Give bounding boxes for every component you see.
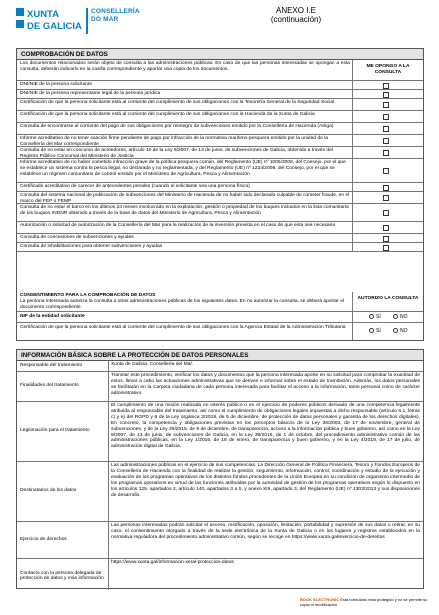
check-cell (352, 99, 423, 110)
column-divider (108, 402, 109, 461)
oppose-checkbox[interactable] (383, 138, 389, 144)
check-cell (352, 123, 423, 134)
footer-brand: BOOK ELECTRONIC (300, 597, 340, 602)
logo-divider (86, 8, 88, 34)
info-label: Ejercicio de derechos (20, 536, 67, 542)
check-row-label: Certificación de que la persona solicitante está al corriente del cumplimiento de sus obligaciones con la Hacienda de la Xunta de Galicia (20, 112, 315, 117)
check-row-label: Consulta de concesiones de subvenciones y ayudas (20, 235, 134, 240)
check-cell (352, 192, 423, 203)
consellaria-name: CONSELLERÍA DO MAR (91, 8, 140, 23)
oppose-checkbox[interactable] (383, 168, 389, 174)
check-cell (352, 111, 423, 122)
logo-line2: DE GALICIA (27, 21, 82, 32)
info-row (17, 361, 423, 372)
check-cell (352, 159, 423, 182)
check-cell (352, 234, 423, 242)
radio-circle-icon (393, 328, 398, 333)
check-cell (352, 222, 423, 233)
consent-header-row (17, 292, 423, 312)
check-row-label: Informe acreditativo de no tener sanción firme pendiente de pago por infracción de la normativa marítimo-pesquera emitido por la unidad de la Consellería del Mar correspondiente (20, 136, 329, 147)
column-divider (108, 361, 109, 371)
info-label: Finalidades del tratamiento (20, 383, 79, 388)
intro-row (17, 60, 423, 81)
info-label: Destinatarios de los datos (20, 488, 77, 493)
check-cell (352, 135, 423, 146)
oppose-checkbox[interactable] (383, 195, 389, 201)
check-row (17, 99, 423, 111)
info-row (17, 372, 423, 402)
si-radio[interactable] (369, 328, 381, 335)
radio-circle-icon (393, 314, 398, 319)
logo-line1: XUNTA (27, 9, 60, 20)
oppose-checkbox[interactable] (383, 114, 389, 120)
info-label: Responsable del tratamiento (20, 363, 83, 368)
check-row (17, 90, 423, 99)
oppose-checkbox[interactable] (383, 102, 389, 108)
anexo-title (236, 6, 356, 24)
check-row (17, 204, 423, 222)
si-label: SÍ (376, 314, 381, 320)
check-row-label: DNI/NIE de la persona representante legal de la persona jurídica (20, 91, 161, 96)
no-label: NO (400, 314, 408, 320)
check-row-label: Certificación de que la persona solicitante está al corriente del cumplimiento de sus obligaciones con la Tesorería General de la Seguridad Social (20, 100, 335, 105)
check-row-label: Consulta de no estar en concurso de acreedores, artículo 10 de la Ley 9/2007, de 13 de junio, de subvenciones de Galicia, obtenido a través del Registro Público Concursal del Ministerio de Justicia (20, 148, 333, 159)
consent-text: La persona interesada autoriza la consulta a otras administraciones públicas de los siguientes datos. En no autorizar la consulta, se deberá aportar el documento correspondiente. (20, 298, 345, 310)
check-row (17, 222, 423, 234)
check-row-label: Consulta de inhabilitaciones para obtener subvenciones y ayudas (20, 244, 163, 249)
consent-item-label: Certificación de que la persona solicitante está al corriente del cumplimiento de sus obligaciones con la Agencia Estatal de la Administración Tributaria (20, 325, 346, 330)
check-row (17, 159, 423, 183)
autorizo-header: AUTORIZO LA CONSULTA (352, 292, 423, 311)
info-row (17, 402, 423, 462)
consent-radios (352, 323, 423, 340)
oppose-checkbox[interactable] (383, 150, 389, 156)
info-label: Legitimación para el tratamiento (20, 428, 90, 433)
check-cell (352, 243, 423, 251)
info-row (17, 559, 423, 590)
check-row-label: Consulta del sistema nacional de publicación de subvenciones del Ministerio de Hacienda de no haber sido declarado culpable de cometer fraude, en el marco del FEP o FEMP (20, 193, 350, 204)
column-divider (108, 372, 109, 401)
oppose-checkbox[interactable] (383, 245, 389, 251)
info-value: Xunta de Galicia. Consellería del Mar. (111, 362, 194, 367)
oppose-checkbox[interactable] (383, 225, 389, 231)
consent-title: CONSENTIMIENTO PARA LA COMPROBACIÓN DE DATOS (20, 293, 156, 298)
check-row (17, 135, 423, 147)
oppose-checkbox[interactable] (383, 92, 389, 98)
opongo-header: ME OPONGO A LA CONSULTA (352, 60, 423, 80)
si-radio[interactable] (369, 314, 381, 321)
info-row (17, 462, 423, 522)
info-value: Las administraciones públicas en el ejercicio de sus competencias. La Dirección General de Política Financiera, Tesoro y Fondos Europeos de la Consellería de Hacienda con la finalidad de realizar la gestión, seguimiento, información, control, coordinación y estudio de la ejecución y evaluación de los programas operativos de los distintos fondos procedentes de la Unión Europea en su condición de organismo intermedio de los programas operativos en virtud de las funciones atribuidas por la autoridad de gestión de los programas operativos según lo dispuesto en los artículos 125, apartados 2, artículo 140, apartados 3 a 5, y anexo XIII, apartado 3, del Reglamento (UE) nº 1303/2013 y sus disposiciones de desarrollo. (111, 463, 420, 498)
comprobacion-section (16, 48, 424, 341)
check-row-label: Autorización o solicitud de autorización de la Consellería del Mar para la realización de la inversión prevista en el caso de que esta sea necesaria (20, 223, 336, 228)
consent-row (17, 312, 423, 323)
radio-circle-icon (369, 328, 374, 333)
column-divider (108, 462, 109, 521)
intro-text: Los documentos relacionados serán objeto de consulta a las administraciones públicas. En caso de que las personas interesadas se opongan a esta consulta, deberán indicarlo en la casilla correspondiente y aportar una copia de los documentos. (20, 61, 350, 72)
info-row (17, 522, 423, 559)
xunta-logo (16, 7, 84, 33)
anexo-label: ANEXO I.E (275, 6, 316, 15)
consent-text-block (20, 293, 350, 311)
check-row (17, 81, 423, 90)
check-cell (352, 81, 423, 89)
check-row (17, 123, 423, 135)
oppose-checkbox[interactable] (383, 236, 389, 242)
oppose-checkbox[interactable] (383, 126, 389, 132)
no-radio[interactable] (393, 314, 408, 321)
check-row (17, 183, 423, 192)
section-title: INFORMACIÓN BÁSICA SOBRE LA PROTECCIÓN DE DATOS PERSONALES (17, 350, 423, 361)
check-cell (352, 147, 423, 158)
consent-item-label: NIF de la entidad solicitante (20, 314, 85, 319)
check-row-label: Informe acreditativo de no haber cometido infracción grave de la política pesquera común, del Reglamento (UE) nº 1005/2008, del Consejo, por el que se establece un sistema contra la pesca ilegal, no declarada y no reglamentada, y del Reglamento (UE) nº 1224/2009, del Consejo, por el que se establece un régimen comunitario de control emitido por el Ministerio de Agricultura, Pesca y Alimentación (20, 160, 346, 177)
check-row (17, 111, 423, 123)
section-title: COMPROBACIÓN DE DATOS (17, 49, 423, 60)
no-radio[interactable] (393, 328, 408, 335)
check-row (17, 192, 423, 204)
anexo-continuation: (continuación) (270, 15, 322, 24)
check-row-label: DNI/NIE de la persona solicitante (20, 82, 93, 87)
footer-text: Esta formulario está protegido y no se permite su copia ni modificación (300, 597, 428, 607)
info-value: Tramitar este procedimiento, verificar los datos y documentos que la persona interesada aporte en su solicitud para comprobar la exactitud de estos, llevar a cabo las actuaciones administrativas que se deriven e informar sobre el estado de tramitación. Además, los datos personales se facilitarán en la Carpeta ciudadana de cada persona interesada para facilitar el acceso a la información, tanto personal como de carácter administrativo. (111, 373, 420, 396)
proteccion-datos-section (16, 349, 424, 589)
info-value: Las personas interesadas podrán solicitar el acceso, rectificación, oposición, limitación, portabilidad y supresión de sus datos o retirar, en su caso, el consentimiento otorgado a través de la sede electrónica de la Xunta de Galicia o en los lugares y registros establecidos en la normativa reguladora del procedimiento administrativo común, según se recoge en https://www.xunta.gal/exercicio-de-dereitos (111, 523, 420, 540)
oppose-checkbox[interactable] (383, 83, 389, 89)
check-cell (352, 90, 423, 98)
consent-radios (352, 312, 423, 322)
check-row (17, 243, 423, 252)
info-value: https://www.xunta.gal/informacion-xeral-proteccion-datos (111, 560, 234, 565)
check-row (17, 147, 423, 159)
check-row-label: Certificado acreditativo de carecer de antecedentes penales (cuando el solicitante sea una persona física) (20, 184, 250, 189)
page-header (16, 6, 424, 44)
column-divider (108, 522, 109, 558)
radio-circle-icon (369, 314, 374, 319)
check-row-label: Consulta de no estar el barco en los últimos 24 meses involucrado en la explotación, gestión o propiedad de los buques incluidos en la lista comunitaria de los buques INDNR obtenido a través de la base de datos del Ministerio de Agricultura, Pesca y Alimentación (20, 205, 349, 216)
oppose-checkbox[interactable] (383, 210, 389, 216)
column-divider (108, 559, 109, 590)
no-label: NO (400, 328, 408, 334)
check-row (17, 234, 423, 243)
oppose-checkbox[interactable] (383, 185, 389, 191)
info-label: Contacto con la persona delegada de protección de datos y más información (20, 570, 104, 582)
check-row-label: Consulta de encontrarse al corriente del pago de sus obligaciones por reintegro de subvenciones emitido por la Consellería de Hacienda (Atriga) (20, 124, 334, 129)
info-value: El cumplimiento de una misión realizada en interés público o en el ejercicio de poderes públicos derivado de una competencia legalmente atribuida al responsable del tratamiento, así como el cumplimiento de obligaciones legales impuestas a dicho responsable (artículo 6.1, letras c) y e) del RGPD y 8 de la Ley orgánica 3/2018, de 5 de diciembre, de protección de datos personales y garantía de los derechos digitales). En concreto, la competencia y obligaciones previstas en los preceptos básicos de la Ley 38/2003, de 17 de noviembre, general de subvenciones, y de la Ley 39/2015, de 9 de diciembre, de transparencia, acceso a la información pública y buen gobierno, así como en la Ley 9/2007, de 13 de junio, de subvenciones de Galicia, en la Ley 39/2015, de 1 de octubre, del procedimiento administrativo común de las administraciones públicas, en la Ley 1/2016, de 18 de enero, de transparencia y buen gobierno, y en la Ley 4/2019, de 17 de julio, de administración digital de Galicia. (111, 403, 420, 450)
footer-note (300, 597, 430, 607)
consent-row (17, 323, 423, 340)
check-cell (352, 204, 423, 221)
check-cell (352, 183, 423, 191)
si-label: SÍ (376, 328, 381, 334)
